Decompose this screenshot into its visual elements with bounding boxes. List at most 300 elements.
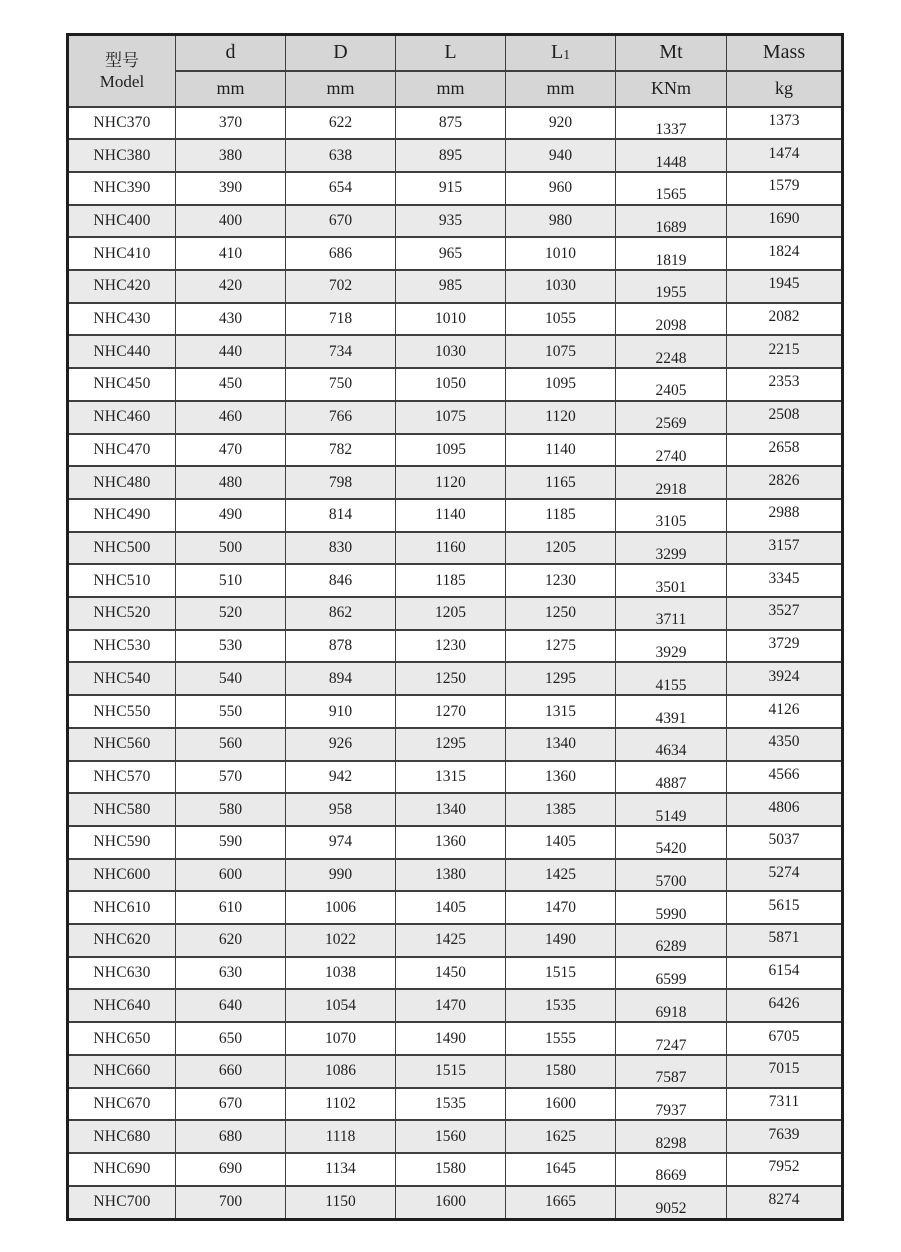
cell-Mt xyxy=(616,499,727,532)
cell-model xyxy=(68,139,176,172)
cell-Mt xyxy=(616,335,727,368)
table-row xyxy=(68,172,843,205)
cell-d xyxy=(176,793,286,826)
cell-Mass xyxy=(727,1055,843,1088)
cell-Mass xyxy=(727,728,843,761)
cell-value: 4350 xyxy=(768,733,800,751)
cell-value: 1645 xyxy=(545,1160,576,1178)
cell-value: 500 xyxy=(218,538,243,556)
cell-value: 7247 xyxy=(655,1036,687,1054)
cell-value: 470 xyxy=(218,440,243,458)
cell-value: 2215 xyxy=(768,340,800,358)
cell-value: 400 xyxy=(218,211,243,229)
cell-model xyxy=(68,891,176,924)
cell-value: 490 xyxy=(218,506,243,524)
cell-value: 370 xyxy=(218,113,243,131)
cell-value: 1230 xyxy=(545,571,576,589)
cell-value: NHC480 xyxy=(93,473,151,491)
cell-d xyxy=(176,564,286,597)
cell-value: 570 xyxy=(218,767,243,785)
table-row xyxy=(68,434,843,467)
cell-d xyxy=(176,172,286,205)
cell-value: NHC620 xyxy=(93,931,151,949)
cell-value: 990 xyxy=(328,866,353,884)
cell-L1 xyxy=(506,1088,616,1121)
cell-value: 660 xyxy=(218,1062,243,1080)
cell-value: 3345 xyxy=(768,569,800,587)
cell-value: 2405 xyxy=(655,382,687,400)
cell-Mass xyxy=(727,466,843,499)
cell-d xyxy=(176,826,286,859)
cell-D xyxy=(286,1186,396,1220)
cell-value: 960 xyxy=(548,179,573,197)
cell-Mt xyxy=(616,1055,727,1088)
cell-Mass xyxy=(727,891,843,924)
table-row xyxy=(68,139,843,172)
cell-model xyxy=(68,695,176,728)
table-row xyxy=(68,401,843,434)
table-row xyxy=(68,335,843,368)
cell-value: 9052 xyxy=(655,1200,687,1218)
cell-value: 1030 xyxy=(545,277,576,295)
cell-D xyxy=(286,957,396,990)
cell-Mt xyxy=(616,1022,727,1055)
cell-value: 985 xyxy=(438,277,463,295)
table-row xyxy=(68,597,843,630)
cell-value: 1315 xyxy=(435,767,466,785)
cell-value: 1824 xyxy=(768,242,800,260)
cell-d xyxy=(176,335,286,368)
cell-Mass xyxy=(727,205,843,238)
cell-D xyxy=(286,1055,396,1088)
cell-value: 1340 xyxy=(545,735,576,753)
cell-value: 1038 xyxy=(325,964,356,982)
cell-value: 670 xyxy=(328,211,353,229)
cell-value: 530 xyxy=(218,637,243,655)
cell-value: 1070 xyxy=(325,1029,356,1047)
cell-D xyxy=(286,1153,396,1186)
cell-D xyxy=(286,107,396,140)
cell-value: 1405 xyxy=(435,898,466,916)
cell-value: 1470 xyxy=(435,996,466,1014)
cell-model xyxy=(68,434,176,467)
table-row xyxy=(68,761,843,794)
cell-d xyxy=(176,695,286,728)
cell-Mass xyxy=(727,172,843,205)
cell-Mass xyxy=(727,499,843,532)
header-D xyxy=(286,35,396,71)
cell-value: 3299 xyxy=(655,545,687,563)
cell-value: 1340 xyxy=(435,800,466,818)
table-row xyxy=(68,499,843,532)
cell-value: 1373 xyxy=(768,111,800,129)
cell-value: 4155 xyxy=(655,676,687,694)
header-L1-label: L xyxy=(550,41,564,64)
cell-d xyxy=(176,434,286,467)
cell-value: 1010 xyxy=(545,244,576,262)
cell-value: 6918 xyxy=(655,1003,687,1021)
cell-L xyxy=(396,793,506,826)
cell-value: 4391 xyxy=(655,709,687,727)
cell-Mt xyxy=(616,924,727,957)
cell-L xyxy=(396,630,506,663)
cell-L xyxy=(396,368,506,401)
cell-value: 420 xyxy=(218,277,243,295)
cell-d xyxy=(176,1022,286,1055)
cell-value: 1380 xyxy=(435,866,466,884)
cell-value: 5274 xyxy=(768,864,800,882)
cell-Mt xyxy=(616,466,727,499)
cell-Mt xyxy=(616,728,727,761)
cell-value: 1689 xyxy=(655,218,687,236)
cell-value: NHC400 xyxy=(93,211,151,229)
cell-value: 7587 xyxy=(655,1069,687,1087)
cell-L xyxy=(396,466,506,499)
cell-Mt xyxy=(616,303,727,336)
cell-model xyxy=(68,107,176,140)
cell-model xyxy=(68,1120,176,1153)
cell-value: 1360 xyxy=(435,833,466,851)
cell-value: NHC520 xyxy=(93,604,151,622)
cell-value: 2082 xyxy=(768,308,800,326)
cell-d xyxy=(176,270,286,303)
header-Mt-label: Mt xyxy=(659,41,683,64)
table-row xyxy=(68,1022,843,1055)
cell-Mt xyxy=(616,1186,727,1220)
cell-L1 xyxy=(506,107,616,140)
cell-Mass xyxy=(727,237,843,270)
cell-Mass xyxy=(727,859,843,892)
cell-value: 680 xyxy=(218,1127,243,1145)
cell-d xyxy=(176,662,286,695)
cell-L xyxy=(396,859,506,892)
cell-value: 520 xyxy=(218,604,243,622)
cell-value: 1250 xyxy=(435,669,466,687)
header-Mt xyxy=(616,35,727,71)
cell-L xyxy=(396,237,506,270)
cell-Mt xyxy=(616,1120,727,1153)
cell-model xyxy=(68,1088,176,1121)
cell-d xyxy=(176,1055,286,1088)
cell-model xyxy=(68,499,176,532)
cell-value: 640 xyxy=(218,996,243,1014)
table-row xyxy=(68,237,843,270)
cell-Mt xyxy=(616,597,727,630)
table-row xyxy=(68,989,843,1022)
cell-value: 1535 xyxy=(435,1094,466,1112)
cell-value: 1560 xyxy=(435,1127,466,1145)
cell-value: 1250 xyxy=(545,604,576,622)
header-model xyxy=(68,35,176,107)
cell-model xyxy=(68,1153,176,1186)
cell-model xyxy=(68,1186,176,1220)
cell-value: 980 xyxy=(548,211,573,229)
cell-L1 xyxy=(506,793,616,826)
cell-value: 670 xyxy=(218,1094,243,1112)
cell-value: 410 xyxy=(218,244,243,262)
cell-value: 2658 xyxy=(768,438,800,456)
cell-D xyxy=(286,172,396,205)
cell-L xyxy=(396,1088,506,1121)
cell-value: 4634 xyxy=(655,742,687,760)
cell-Mt xyxy=(616,859,727,892)
cell-Mass xyxy=(727,957,843,990)
cell-value: NHC430 xyxy=(93,310,151,328)
cell-L xyxy=(396,989,506,1022)
cell-Mass xyxy=(727,1120,843,1153)
header-Mt-unit: KNm xyxy=(616,71,727,107)
cell-model xyxy=(68,1055,176,1088)
cell-value: 935 xyxy=(438,211,463,229)
cell-value: NHC650 xyxy=(93,1029,151,1047)
cell-Mass xyxy=(727,107,843,140)
cell-L xyxy=(396,303,506,336)
table-row xyxy=(68,957,843,990)
cell-d xyxy=(176,630,286,663)
cell-D xyxy=(286,532,396,565)
cell-value: 1006 xyxy=(325,898,356,916)
cell-value: 1535 xyxy=(545,996,576,1014)
cell-Mass xyxy=(727,1186,843,1220)
header-row-symbols xyxy=(68,35,843,71)
header-L-unit: mm xyxy=(396,71,506,107)
cell-value: 630 xyxy=(218,964,243,982)
cell-D xyxy=(286,1088,396,1121)
cell-Mass xyxy=(727,270,843,303)
cell-L1 xyxy=(506,761,616,794)
cell-L xyxy=(396,139,506,172)
cell-Mt xyxy=(616,205,727,238)
cell-L xyxy=(396,662,506,695)
cell-Mass xyxy=(727,924,843,957)
cell-value: 1295 xyxy=(435,735,466,753)
cell-d xyxy=(176,1153,286,1186)
cell-value: 2248 xyxy=(655,349,687,367)
cell-d xyxy=(176,466,286,499)
cell-D xyxy=(286,499,396,532)
cell-value: 1086 xyxy=(325,1062,356,1080)
table-row xyxy=(68,205,843,238)
cell-value: 5700 xyxy=(655,873,687,891)
cell-value: 8274 xyxy=(768,1191,800,1209)
cell-value: 1565 xyxy=(655,186,687,204)
cell-Mt xyxy=(616,270,727,303)
cell-L1 xyxy=(506,695,616,728)
cell-L1 xyxy=(506,891,616,924)
cell-value: 1450 xyxy=(435,964,466,982)
cell-value: 700 xyxy=(218,1193,243,1211)
cell-Mass xyxy=(727,1088,843,1121)
cell-value: 1337 xyxy=(655,120,687,138)
header-d xyxy=(176,35,286,71)
cell-L1 xyxy=(506,1022,616,1055)
cell-value: 915 xyxy=(438,179,463,197)
cell-D xyxy=(286,662,396,695)
cell-D xyxy=(286,761,396,794)
cell-value: NHC510 xyxy=(93,571,151,589)
cell-Mt xyxy=(616,630,727,663)
cell-value: 1022 xyxy=(325,931,356,949)
header-Mass xyxy=(727,35,843,71)
cell-value: 1095 xyxy=(435,440,466,458)
cell-d xyxy=(176,401,286,434)
cell-model xyxy=(68,237,176,270)
cell-d xyxy=(176,924,286,957)
cell-model xyxy=(68,466,176,499)
cell-D xyxy=(286,237,396,270)
cell-L1 xyxy=(506,499,616,532)
cell-value: 4566 xyxy=(768,765,800,783)
cell-value: 1205 xyxy=(435,604,466,622)
cell-Mass xyxy=(727,826,843,859)
cell-value: 440 xyxy=(218,342,243,360)
cell-L1 xyxy=(506,139,616,172)
cell-Mass xyxy=(727,1022,843,1055)
cell-value: 894 xyxy=(328,669,353,687)
cell-value: 600 xyxy=(218,866,243,884)
cell-Mt xyxy=(616,957,727,990)
cell-value: 958 xyxy=(328,800,353,818)
cell-d xyxy=(176,368,286,401)
cell-Mt xyxy=(616,532,727,565)
cell-value: 6599 xyxy=(655,971,687,989)
cell-value: 540 xyxy=(218,669,243,687)
cell-value: 1580 xyxy=(435,1160,466,1178)
header-D-unit: mm xyxy=(286,71,396,107)
cell-L xyxy=(396,532,506,565)
cell-L1 xyxy=(506,270,616,303)
table-row xyxy=(68,695,843,728)
cell-value: 1425 xyxy=(545,866,576,884)
cell-value: 480 xyxy=(218,473,243,491)
cell-value: NHC660 xyxy=(93,1062,151,1080)
cell-L1 xyxy=(506,924,616,957)
cell-L1 xyxy=(506,172,616,205)
cell-L xyxy=(396,1022,506,1055)
cell-value: NHC380 xyxy=(93,146,151,164)
header-model-cn: 型号 xyxy=(105,50,139,70)
cell-model xyxy=(68,989,176,1022)
cell-d xyxy=(176,989,286,1022)
cell-value: 654 xyxy=(328,179,353,197)
cell-value: 940 xyxy=(548,146,573,164)
cell-L1 xyxy=(506,401,616,434)
cell-model xyxy=(68,205,176,238)
cell-value: NHC680 xyxy=(93,1127,151,1145)
cell-value: 1580 xyxy=(545,1062,576,1080)
cell-Mass xyxy=(727,989,843,1022)
cell-Mt xyxy=(616,793,727,826)
cell-L xyxy=(396,695,506,728)
cell-value: 1205 xyxy=(545,538,576,556)
cell-value: 878 xyxy=(328,637,353,655)
cell-D xyxy=(286,859,396,892)
cell-value: 3157 xyxy=(768,536,800,554)
cell-L1 xyxy=(506,630,616,663)
table-row xyxy=(68,630,843,663)
cell-value: NHC440 xyxy=(93,342,151,360)
cell-value: 1118 xyxy=(325,1127,356,1145)
header-L1-unit: mm xyxy=(506,71,616,107)
cell-value: 782 xyxy=(328,440,353,458)
cell-value: 1054 xyxy=(325,996,356,1014)
cell-value: 1230 xyxy=(435,637,466,655)
table-row xyxy=(68,728,843,761)
cell-model xyxy=(68,630,176,663)
table-row xyxy=(68,107,843,140)
cell-value: 910 xyxy=(328,702,353,720)
cell-L1 xyxy=(506,564,616,597)
cell-D xyxy=(286,303,396,336)
cell-value: 638 xyxy=(328,146,353,164)
cell-D xyxy=(286,466,396,499)
cell-value: 3711 xyxy=(655,611,687,629)
cell-value: 1295 xyxy=(545,669,576,687)
cell-value: 1579 xyxy=(768,177,800,195)
cell-value: NHC700 xyxy=(93,1193,151,1211)
cell-D xyxy=(286,401,396,434)
cell-L xyxy=(396,172,506,205)
cell-value: 1030 xyxy=(435,342,466,360)
cell-L xyxy=(396,1120,506,1153)
cell-value: 895 xyxy=(438,146,463,164)
cell-Mt xyxy=(616,761,727,794)
cell-value: 650 xyxy=(218,1029,243,1047)
cell-Mass xyxy=(727,662,843,695)
cell-value: 1134 xyxy=(325,1160,356,1178)
table-row xyxy=(68,1088,843,1121)
cell-model xyxy=(68,303,176,336)
header-row-units xyxy=(68,71,843,107)
cell-D xyxy=(286,205,396,238)
table-row xyxy=(68,466,843,499)
cell-value: 734 xyxy=(328,342,353,360)
cell-value: 1490 xyxy=(545,931,576,949)
cell-value: 3929 xyxy=(655,644,687,662)
header-L1-subscript: 1 xyxy=(563,47,570,63)
cell-L1 xyxy=(506,1186,616,1220)
cell-value: 1095 xyxy=(545,375,576,393)
cell-value: 2826 xyxy=(768,471,800,489)
cell-value: NHC470 xyxy=(93,440,151,458)
cell-Mt xyxy=(616,237,727,270)
cell-d xyxy=(176,139,286,172)
cell-L xyxy=(396,401,506,434)
cell-model xyxy=(68,924,176,957)
cell-value: 1270 xyxy=(435,702,466,720)
cell-Mass xyxy=(727,303,843,336)
cell-value: 718 xyxy=(328,310,353,328)
cell-L1 xyxy=(506,1153,616,1186)
header-L1 xyxy=(506,35,616,71)
cell-value: 1515 xyxy=(435,1062,466,1080)
cell-value: 1448 xyxy=(655,153,687,171)
cell-model xyxy=(68,1022,176,1055)
cell-L xyxy=(396,1186,506,1220)
cell-D xyxy=(286,139,396,172)
cell-value: 862 xyxy=(328,604,353,622)
cell-Mass xyxy=(727,630,843,663)
table-row xyxy=(68,270,843,303)
cell-L1 xyxy=(506,826,616,859)
cell-value: 5871 xyxy=(768,929,800,947)
cell-L1 xyxy=(506,662,616,695)
header-model-en: Model xyxy=(99,71,145,91)
cell-value: 1360 xyxy=(545,767,576,785)
cell-d xyxy=(176,957,286,990)
cell-model xyxy=(68,597,176,630)
cell-value: 974 xyxy=(328,833,353,851)
